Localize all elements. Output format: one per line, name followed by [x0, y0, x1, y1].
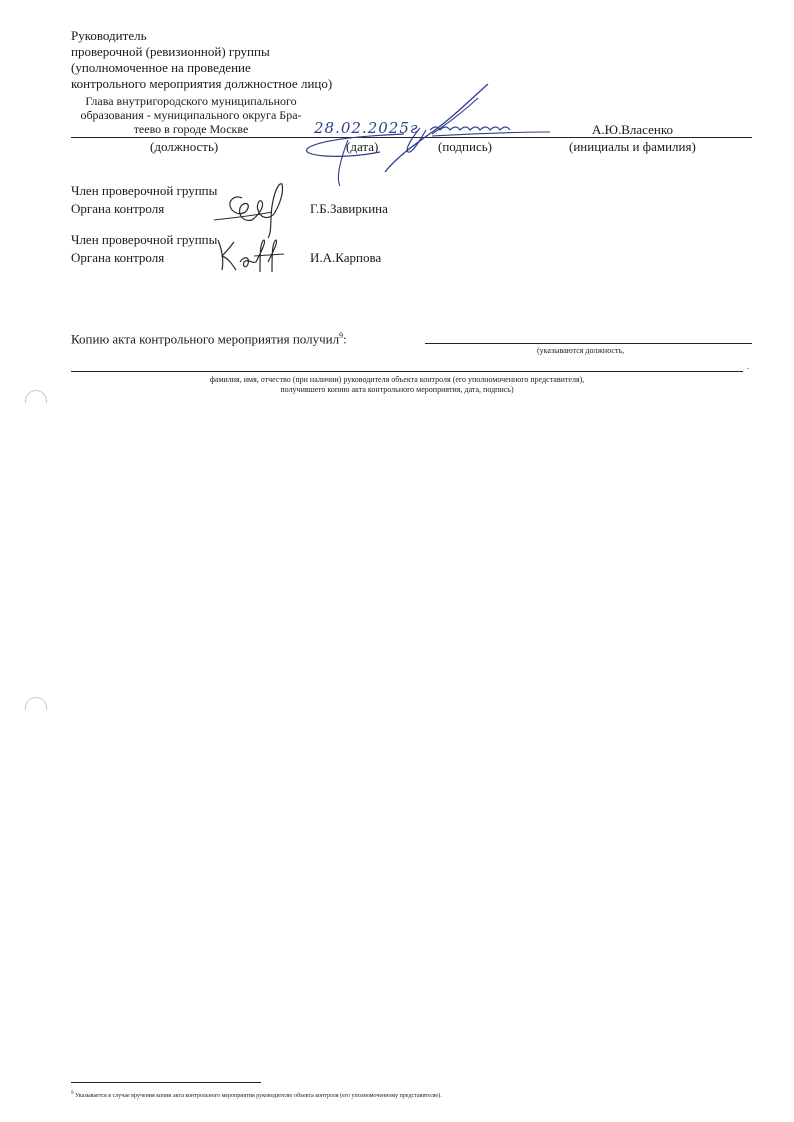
caption-date: (дата) [346, 139, 379, 154]
copy-hint-line2: фамилия, имя, отчество (при наличии) руководителя объекта контроля (его уполномоченного представителя), [209, 375, 585, 384]
caption-signature: (подпись) [438, 139, 492, 154]
member2-label-line1: Член проверочной группы [71, 232, 218, 247]
copy-line-2 [71, 371, 743, 372]
position-line-1: Глава внутригородского муниципального [85, 94, 297, 108]
position-line-2: образования - муниципального округа Бра- [80, 108, 302, 122]
role-line-2: проверочной (ревизионной) группы [71, 44, 270, 59]
copy-received-label [71, 328, 347, 347]
copy-line-1 [425, 343, 752, 344]
handwritten-date: 28.02.2025г [314, 119, 419, 137]
caption-position: (должность) [150, 139, 219, 154]
role-line-1: Руководитель [71, 28, 147, 43]
copy-hint-short: (указываются должность, [537, 346, 625, 355]
footnote [71, 1090, 442, 1100]
member1-name: Г.Б.Завиркина [310, 201, 388, 216]
role-line-4: контрольного мероприятия должностное лицо) [71, 76, 333, 91]
member1-label-line2: Органа контроля [71, 201, 165, 216]
position-line-3: теево в городе Москве [133, 122, 249, 136]
footnote-mark: 9 [339, 331, 344, 340]
member2-label-line2: Органа контроля [71, 250, 165, 265]
role-line-3: (уполномоченное на проведение [71, 60, 251, 75]
head-signature [300, 80, 560, 190]
caption-name: (инициалы и фамилия) [569, 139, 696, 154]
footnote-separator [71, 1082, 261, 1083]
footnote-number: 9 [71, 1091, 74, 1096]
copy-label-colon: : [343, 331, 347, 347]
copy-hint-line3: получившего копию акта контрольного мероприятия, дата, подпись) [280, 385, 514, 394]
copy-line-2-dot: . [747, 362, 749, 371]
head-name: А.Ю.Власенко [592, 122, 673, 137]
punch-hole-mark-lower [25, 697, 47, 710]
footnote-text: Указывается в случае вручения копии акта контрольного мероприятия руководителю объекта контроля (его уполномоченному представителю). [75, 1093, 442, 1099]
member1-label-line1: Член проверочной группы [71, 183, 218, 198]
member2-name: И.А.Карпова [310, 250, 382, 265]
member2-signature [214, 236, 294, 276]
member1-signature [212, 180, 302, 240]
copy-label-text: Копию акта контрольного мероприятия получил [71, 331, 340, 347]
